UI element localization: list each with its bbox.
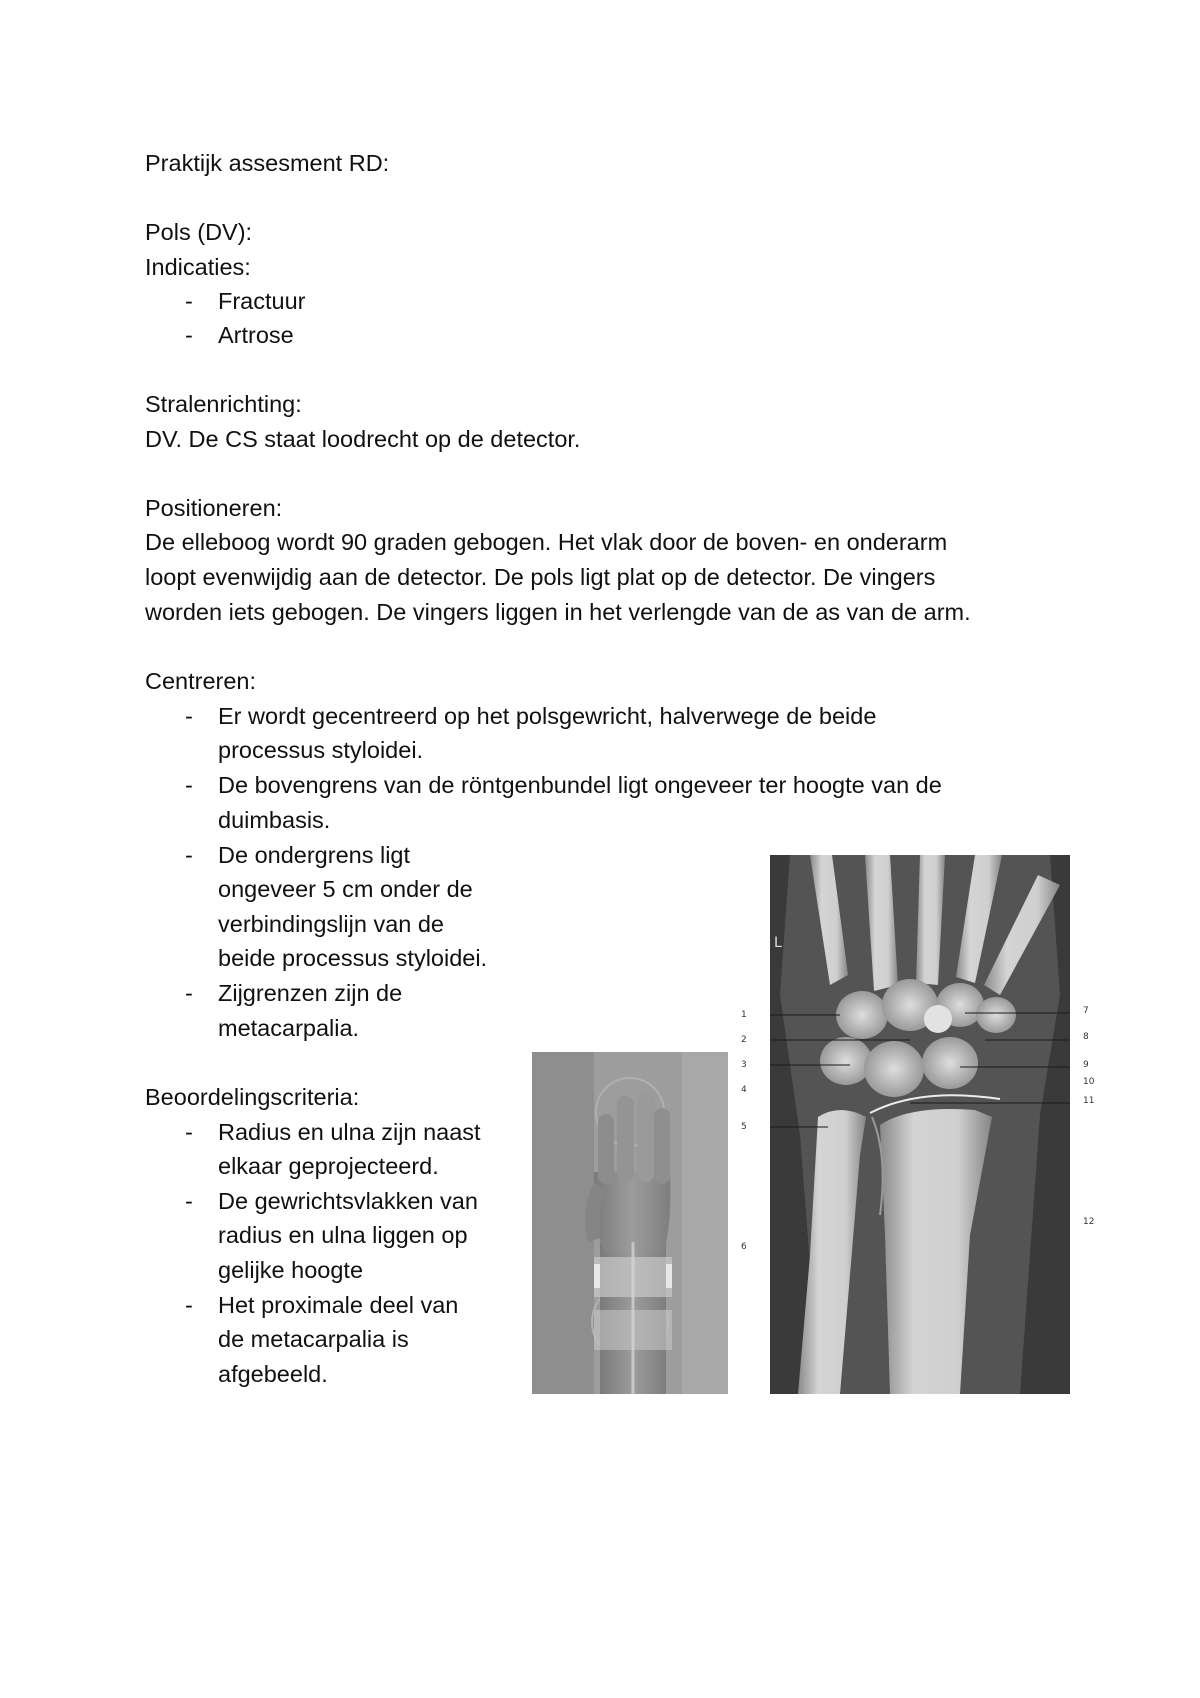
xray-label: 1 bbox=[741, 1010, 747, 1020]
centreren-item-line: processus styloidei. bbox=[218, 737, 424, 763]
beoordeling-item-line: de metacarpalia is bbox=[218, 1326, 409, 1352]
centreren-item-line: verbindingslijn van de bbox=[218, 911, 445, 937]
positioning-photo bbox=[532, 1052, 728, 1394]
xray-label: 6 bbox=[741, 1242, 747, 1252]
centreren-item-line: Zijgrenzen zijn de bbox=[218, 980, 403, 1006]
bullet: - bbox=[185, 703, 193, 729]
xray-label: 10 bbox=[1083, 1077, 1095, 1087]
centreren-item-line: Er wordt gecentreerd op het polsgewricht, halverwege de beide bbox=[218, 703, 877, 729]
wrist-xray-image bbox=[770, 855, 1070, 1394]
bullet: - bbox=[185, 772, 193, 798]
hand-on-detector-image bbox=[532, 1052, 728, 1394]
xray-label: 4 bbox=[741, 1085, 747, 1095]
beoordeling-item-line: afgebeeld. bbox=[218, 1361, 328, 1387]
bullet: - bbox=[185, 288, 193, 314]
indicaties-heading: Indicaties: bbox=[145, 254, 251, 280]
bullet: - bbox=[185, 322, 193, 348]
beoordeling-item-line: gelijke hoogte bbox=[218, 1257, 364, 1283]
centreren-item-line: De ondergrens ligt bbox=[218, 842, 411, 868]
bullet: - bbox=[185, 842, 193, 868]
beoordeling-item-line: elkaar geprojecteerd. bbox=[218, 1153, 439, 1179]
section-heading-pols: Pols (DV): bbox=[145, 219, 253, 245]
xray-label: 8 bbox=[1083, 1032, 1089, 1042]
bullet: - bbox=[185, 1292, 193, 1318]
xray-drawing bbox=[770, 855, 1070, 1394]
xray-label: 7 bbox=[1083, 1006, 1089, 1016]
document-title: Praktijk assesment RD: bbox=[145, 150, 390, 176]
positioneren-line: De elleboog wordt 90 graden gebogen. Het vlak door de boven- en onderarm bbox=[145, 529, 948, 555]
xray-side-marker: L bbox=[774, 935, 782, 951]
centreren-item-line: ongeveer 5 cm onder de bbox=[218, 876, 473, 902]
positioneren-line: loopt evenwijdig aan de detector. De pols ligt plat op de detector. De vingers bbox=[145, 564, 936, 590]
stralenrichting-heading: Stralenrichting: bbox=[145, 391, 302, 417]
centreren-item-line: duimbasis. bbox=[218, 807, 331, 833]
bullet: - bbox=[185, 980, 193, 1006]
centreren-item-line: metacarpalia. bbox=[218, 1015, 360, 1041]
positioneren-line: worden iets gebogen. De vingers liggen in het verlengde van de as van de arm. bbox=[145, 599, 971, 625]
beoordelingscriteria-heading: Beoordelingscriteria: bbox=[145, 1084, 360, 1110]
xray-label: 9 bbox=[1083, 1060, 1089, 1070]
xray-label: 2 bbox=[741, 1035, 747, 1045]
positioneren-heading: Positioneren: bbox=[145, 495, 283, 521]
xray-label: 12 bbox=[1083, 1217, 1095, 1227]
centreren-item-line: De bovengrens van de röntgenbundel ligt ongeveer ter hoogte van de bbox=[218, 772, 942, 798]
xray-label: 5 bbox=[741, 1122, 747, 1132]
indicatie-item: Artrose bbox=[218, 322, 294, 348]
beoordeling-item-line: Het proximale deel van bbox=[218, 1292, 459, 1318]
xray-label: 3 bbox=[741, 1060, 747, 1070]
stralenrichting-text: DV. De CS staat loodrecht op de detector. bbox=[145, 426, 581, 452]
indicatie-item: Fractuur bbox=[218, 288, 306, 314]
centreren-heading: Centreren: bbox=[145, 668, 257, 694]
beoordeling-item-line: De gewrichtsvlakken van bbox=[218, 1188, 478, 1214]
xray-label: 11 bbox=[1083, 1096, 1095, 1106]
beoordeling-item-line: Radius en ulna zijn naast bbox=[218, 1119, 481, 1145]
beoordeling-item-line: radius en ulna liggen op bbox=[218, 1222, 468, 1248]
bullet: - bbox=[185, 1188, 193, 1214]
centreren-item-line: beide processus styloidei. bbox=[218, 945, 488, 971]
bullet: - bbox=[185, 1119, 193, 1145]
